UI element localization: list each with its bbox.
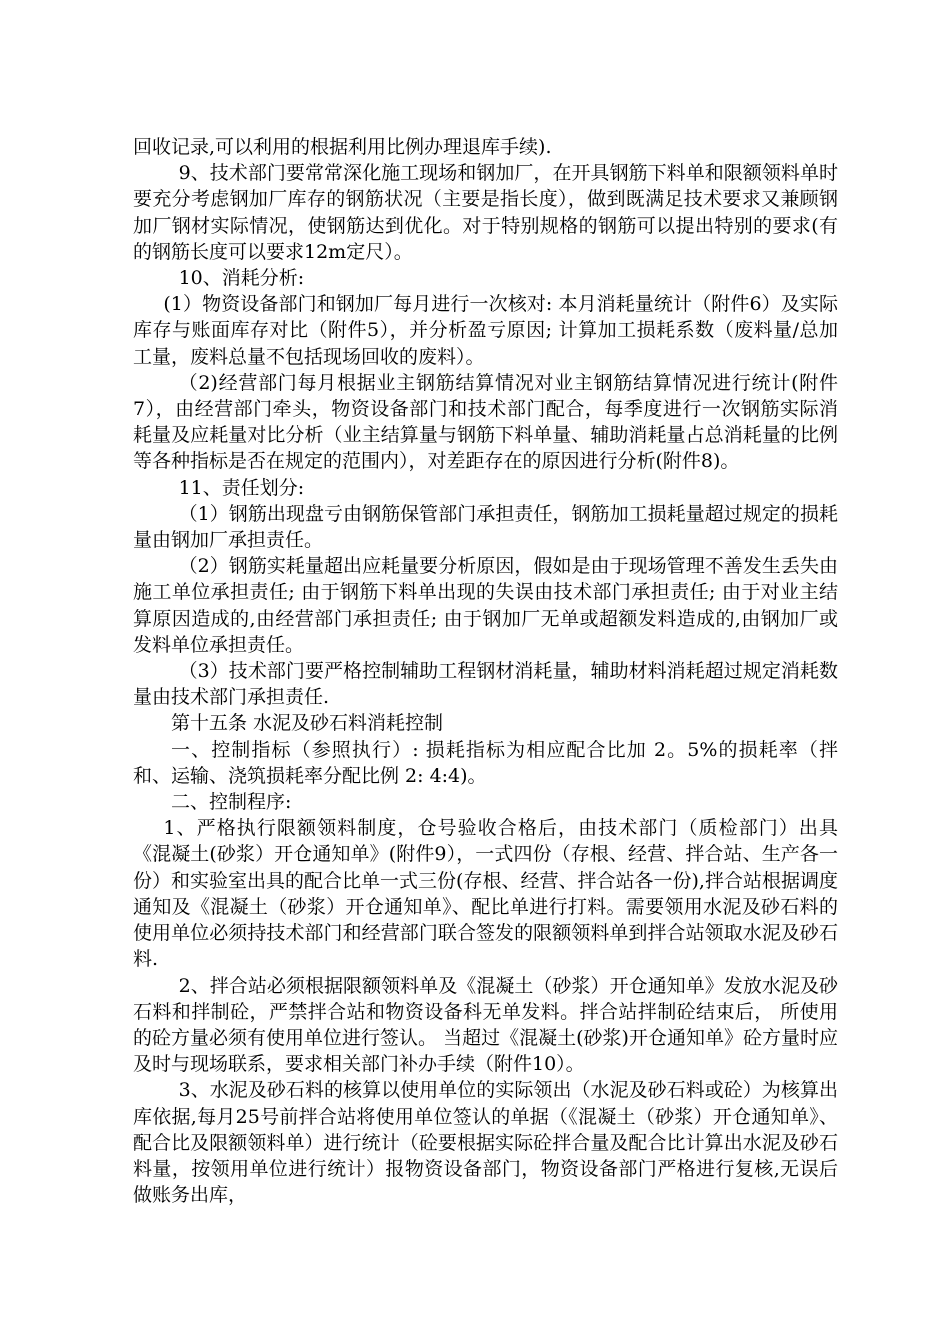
section-heading-consumption-analysis: 10、消耗分析: [178, 267, 305, 290]
document-page [133, 134, 838, 1208]
paragraph-analysis-2: （2)经营部门每月根据业主钢筋结算情况对业主钢筋结算情况进行统计(附件7），由经营部门牵头，物资设备部门和技术部门配合，每季度进行一次钢筋实际消耗量及应耗量对比分析（业主结算量与钢筋下料单量、辅助消耗量占总消耗量的比例等各种指标是否在规定的范围内），对差距存在的原因进行分析(附件8)。 [133, 371, 838, 473]
paragraph-continuation: 回收记录,可以利用的根据利用比例办理退库手续). [133, 136, 552, 158]
paragraph-procedure-2: 2、拌合站必须根据限额领料单及《混凝土（砂浆）开仓通知单》发放水泥及砂石料和拌制砼，严禁拌合站和物资设备科无单发料。拌合站拌制砼结束后， 所使用的砼方量必须有使用单位进行签认。 当超过《混凝土(砂浆)开仓通知单》砼方量时应及时与现场联系，要求相关部门补办手续（附件10）。 [133, 974, 838, 1076]
paragraph-analysis-1: (1）物资设备部门和钢加厂每月进行一次核对: 本月消耗量统计（附件6）及实际库存与账面库存对比（附件5），并分析盈亏原因; 计算加工损耗系数（废料量/总加工量，废料总量不包括现场回收的废料）。 [133, 293, 838, 368]
article-heading: 第十五条 水泥及砂石料消耗控制 [171, 712, 444, 735]
paragraph-responsibility-2: （2）钢筋实耗量超出应耗量要分析原因，假如是由于现场管理不善发生丢失由施工单位承担责任; 由于钢筋下料单出现的失误由技术部门承担责任; 由于对业主结算原因造成的,由经营部门承担责任; 由于钢加厂无单或超额发料造成的,由钢加厂或发料单位承担责任。 [133, 555, 838, 656]
paragraph-item-9: 9、技术部门要常常深化施工现场和钢加厂，在开具钢筋下料单和限额领料单时要充分考虑钢加厂库存的钢筋状况（主要是指长度），做到既满足技术要求又兼顾钢加厂钢材实际情况，使钢筋达到优化。对于特别规格的钢筋可以提出特别的要求(有的钢筋长度可以要求12m定尺）。 [133, 162, 838, 263]
paragraph-responsibility-1: （1）钢筋出现盘亏由钢筋保管部门承担责任，钢筋加工损耗量超过规定的损耗量由钢加厂承担责任。 [133, 502, 838, 552]
section-heading-control-procedure: 二、控制程序: [171, 791, 292, 814]
paragraph-procedure-3: 3、水泥及砂石料的核算以使用单位的实际领出（水泥及砂石料或砼）为核算出库依据,每月25号前拌合站将使用单位签认的单据（《混凝土（砂浆）开仓通知单》、配合比及限额领料单）进行统计（砼要根据实际砼拌合量及配合比计算出水泥及砂石料量，按领用单位进行统计）报物资设备部门，物资设备部门严格进行复核,无误后做账务出库， [133, 1079, 838, 1207]
paragraph-control-index: 一、控制指标（参照执行）: 损耗指标为相应配合比加 2。5%的损耗率（拌和、运输、浇筑损耗率分配比例 2: 4:4)。 [133, 738, 838, 787]
paragraph-procedure-1: 1、严格执行限额领料制度，仓号验收合格后，由技术部门（质检部门）出具《混凝土(砂浆）开仓通知单》(附件9），一式四份（存根、经营、拌合站、生产各一份）和实验室出具的配合比单一式三份(存根、经营、拌合站各一份),拌合站根据调度通知及《混凝土（砂浆）开仓通知单》、配比单进行打料。需要领用水泥及砂石料的使用单位必须持技术部门和经营部门联合签发的限额领料单到拌合站领取水泥及砂石料. [133, 817, 838, 971]
paragraph-responsibility-3: （3）技术部门要严格控制辅助工程钢材消耗量，辅助材料消耗超过规定消耗数量由技术部门承担责任. [133, 660, 838, 709]
section-heading-responsibility: 11、责任划分: [178, 476, 305, 499]
